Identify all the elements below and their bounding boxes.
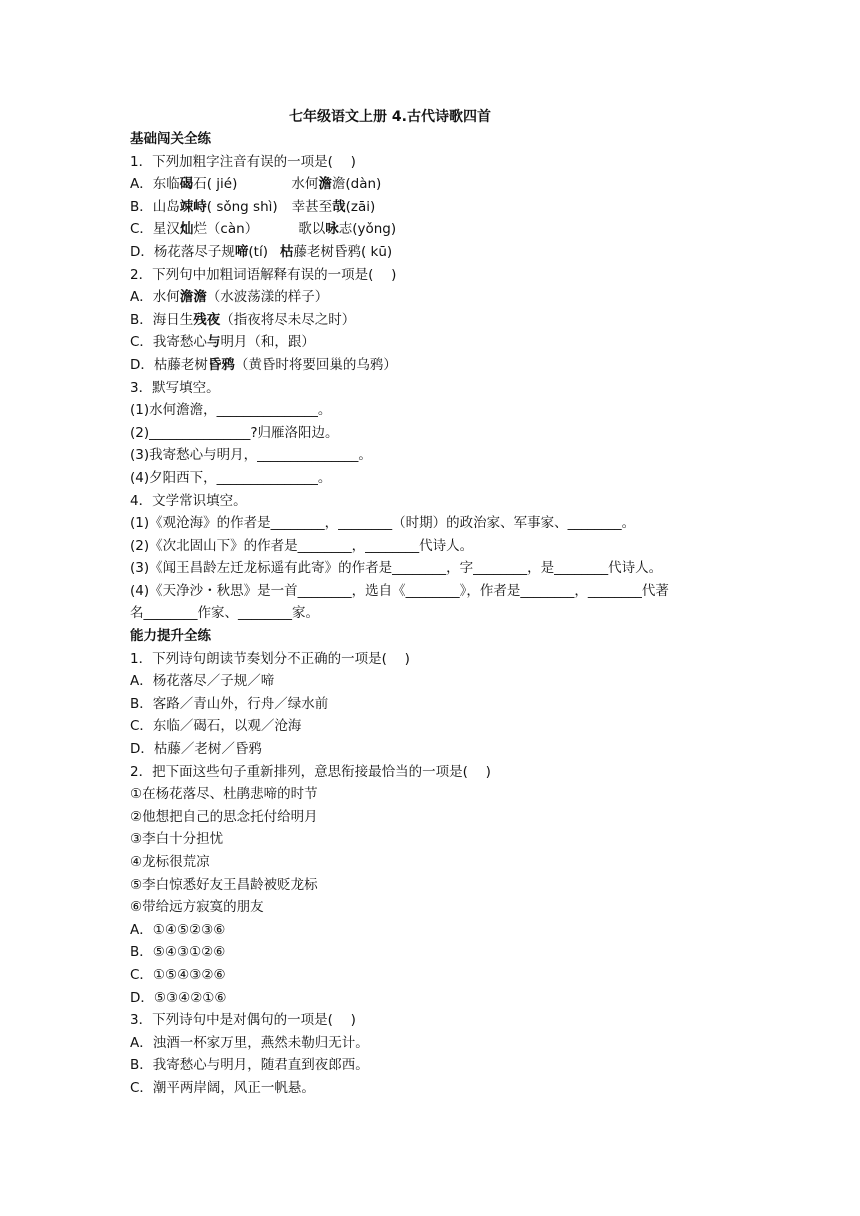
question-1: 1．下列诗句朗读节奏划分不正确的一项是( ) [130, 650, 410, 667]
sentence-item: ④龙标很荒凉 [130, 854, 210, 870]
fill-line: (3)《闻王昌龄左迁龙标遥有此寄》的作者是________，字________，是________代诗人。 [130, 560, 663, 577]
section-heading-advanced: 能力提升全练 [130, 628, 211, 645]
question-4: 4．文学常识填空。 [130, 492, 247, 509]
option-c: C．潮平两岸阔，风正一帆悬。 [130, 1079, 315, 1096]
question-1: 1．下列加粗字注音有误的一项是( ) [130, 153, 356, 170]
sentence-item: ②他想把自己的思念托付给明月 [130, 808, 318, 825]
fill-line: (2)_______________?归雁洛阳边。 [130, 424, 339, 441]
option-a: A．杨花落尽／子规／啼 [130, 673, 275, 690]
sentence-item: ③李白十分担忧 [130, 831, 224, 848]
question-2: 2．把下面这些句子重新排列，意思衔接最恰当的一项是( ) [130, 763, 491, 780]
option-c: C．星汉灿烂（càn） 歌以咏志(yǒng) [130, 221, 397, 238]
option-b: B．海日生残夜（指夜将尽未尽之时） [130, 311, 356, 328]
fill-line: (1)《观沧海》的作者是________，________（时期）的政治家、军事家、________。 [130, 515, 636, 532]
option-d: D．枯藤老树昏鸦（黄昏时将要回巢的乌鸦） [130, 356, 397, 373]
section-heading-basic: 基础闯关全练 [130, 131, 211, 147]
option-b: B．客路／青山外，行舟／绿水前 [130, 695, 329, 712]
sentence-item: ⑤李白惊悉好友王昌龄被贬龙标 [130, 876, 318, 893]
option-a: A．水何澹澹（水波荡漾的样子） [130, 289, 329, 306]
sentence-item: ①在杨花落尽、杜鹃悲啼的时节 [130, 786, 318, 803]
fill-line: (2)《次北固山下》的作者是________，________代诗人。 [130, 537, 474, 554]
page-title: 七年级语文上册 4.古代诗歌四首 [289, 109, 491, 125]
fill-line: (4)夕阳西下，_______________。 [130, 469, 332, 486]
question-3: 3．默写填空。 [130, 379, 220, 396]
sentence-item: ⑥带给远方寂寞的朋友 [130, 899, 264, 916]
option-a: A．东临碣石( jié) 水何澹澹(dàn) [130, 176, 382, 193]
option-c: C．①⑤④③②⑥ [130, 966, 226, 983]
document-body [130, 128, 740, 1100]
option-d: D．枯藤／老树／昏鸦 [130, 741, 262, 758]
fill-line: (1)水何澹澹，_______________。 [130, 402, 332, 419]
option-c: C．东临／碣石，以观／沧海 [130, 718, 302, 735]
option-c: C．我寄愁心与明月（和，跟） [130, 334, 315, 351]
fill-line: (4)《天净沙・秋思》是一首________，选自《________》，作者是________，________代著 [130, 582, 669, 599]
option-a: A．浊酒一杯家万里，燕然未勒归无计。 [130, 1034, 369, 1051]
question-2: 2．下列句中加粗词语解释有误的一项是( ) [130, 266, 397, 283]
option-d: D．杨花落尽子规啼(tí) 枯藤老树昏鸦( kū) [130, 243, 393, 260]
fill-line: 名________作家、________家。 [130, 605, 319, 622]
option-b: B．⑤④③①②⑥ [130, 944, 226, 961]
option-a: A．①④⑤②③⑥ [130, 921, 226, 938]
option-b: B．山岛竦峙( sǒng shì) 幸甚至哉(zāi) [130, 198, 376, 215]
option-d: D．⑤③④②①⑥ [130, 989, 227, 1006]
question-3: 3．下列诗句中是对偶句的一项是( ) [130, 1012, 356, 1029]
fill-line: (3)我寄愁心与明月，_______________。 [130, 447, 372, 464]
option-b: B．我寄愁心与明月，随君直到夜郎西。 [130, 1057, 369, 1074]
